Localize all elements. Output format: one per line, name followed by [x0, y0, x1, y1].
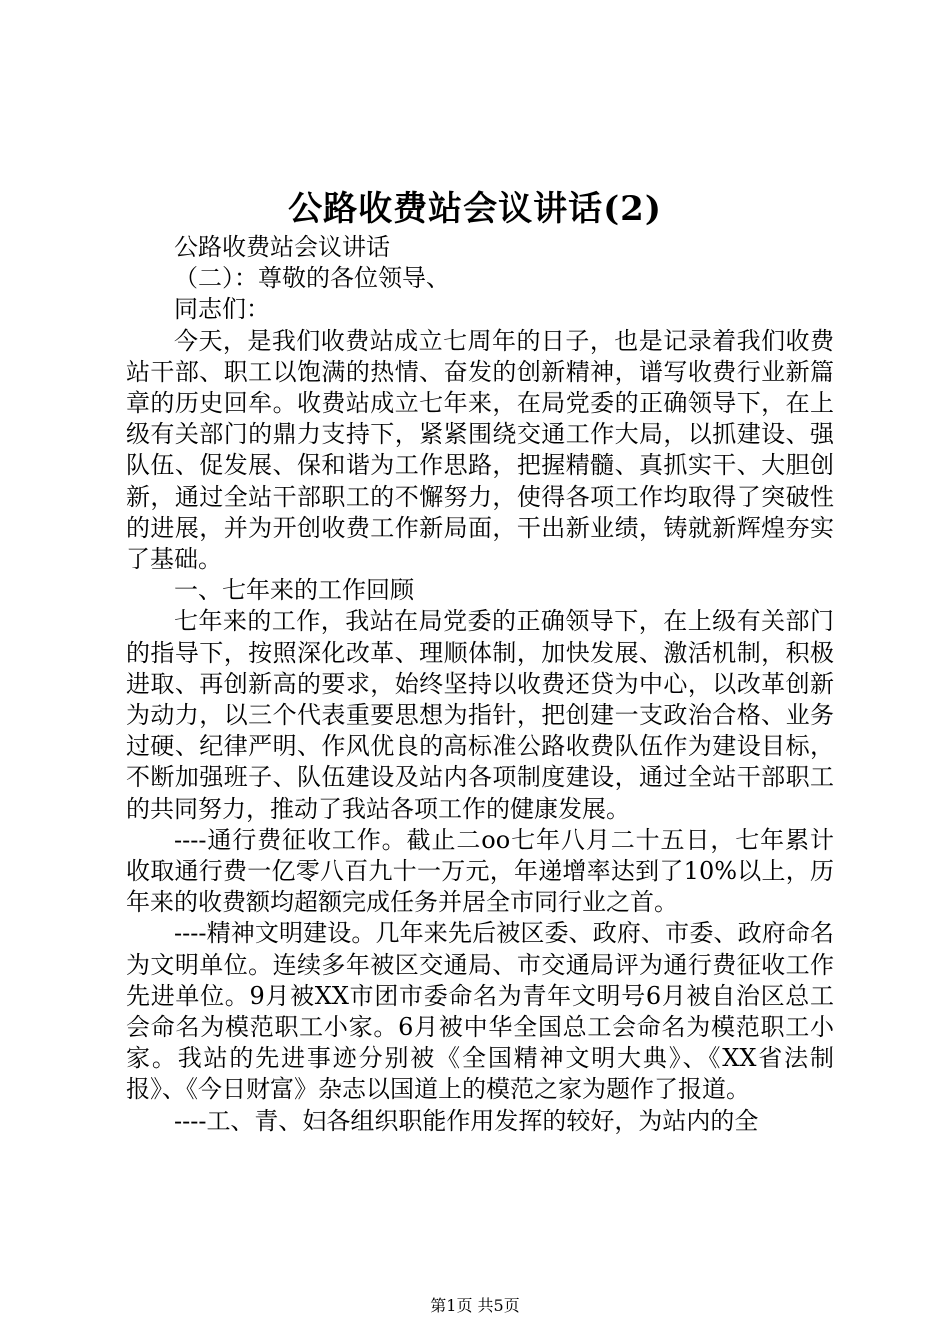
paragraph-subtitle: 公路收费站会议讲话: [174, 233, 390, 261]
paragraph-salutation-part2: 同志们：: [174, 295, 270, 324]
paragraph-civilization: ----精神文明建设。几年来先后被区委、政府、市委、政府命名为文明单位。连续多年被区交通局、市交通局评为通行费征收工作先进单位。9月被XX市团市委命名为青年文明号6月被自治区总工会命名为模范职工小家。6月被中华全国总工会命名为模范职工小家。我站的先进事迹分别被《全国精神文明大典》、《XX省法制报》、《今日财富》杂志以国道上的模范之家为题作了报道。: [126, 919, 834, 1104]
page-footer: 第1页 共5页: [430, 1296, 520, 1315]
section-heading-review: 一、七年来的工作回顾: [174, 576, 414, 605]
document-title: 公路收费站会议讲话(2): [288, 189, 662, 229]
paragraph-review: 七年来的工作，我站在局党委的正确领导下，在上级有关部门的指导下，按照深化改革、理顺体制，加快发展、激活机制，积极进取、再创新高的要求，始终坚持以收费还贷为中心，以改革创新为动力，以三个代表重要思想为指针，把创建一支政治合格、业务过硬、纪律严明、作风优良的高标准公路收费队伍作为建设目标，不断加强班子、队伍建设及站内各项制度建设，通过全站干部职工的共同努力，推动了我站各项工作的健康发展。: [126, 607, 834, 823]
document-body: [126, 232, 834, 1137]
paragraph-organizations: ----工、青、妇各组织职能作用发挥的较好，为站内的全: [174, 1106, 759, 1135]
paragraph-salutation-part1: （二）：尊敬的各位领导、: [174, 264, 450, 293]
paragraph-toll-collection: ----通行费征收工作。截止二oo七年八月二十五日，七年累计收取通行费一亿零八百九十一万元，年递增率达到了10%以上，历年来的收费额均超额完成任务并居全市同行业之首。: [126, 825, 834, 917]
paragraph-opening: 今天，是我们收费站成立七周年的日子，也是记录着我们收费站干部、职工以饱满的热情、奋发的创新精神，谱写收费行业新篇章的历史回牟。收费站成立七年来，在局党委的正确领导下，在上级有关部门的鼎力支持下，紧紧围绕交通工作大局，以抓建设、强队伍、促发展、保和谐为工作思路，把握精髓、真抓实干、大胆创新，通过全站干部职工的不懈努力，使得各项工作均取得了突破性的进展，并为开创收费工作新局面，干出新业绩，铸就新辉煌夯实了基础。: [126, 326, 834, 574]
